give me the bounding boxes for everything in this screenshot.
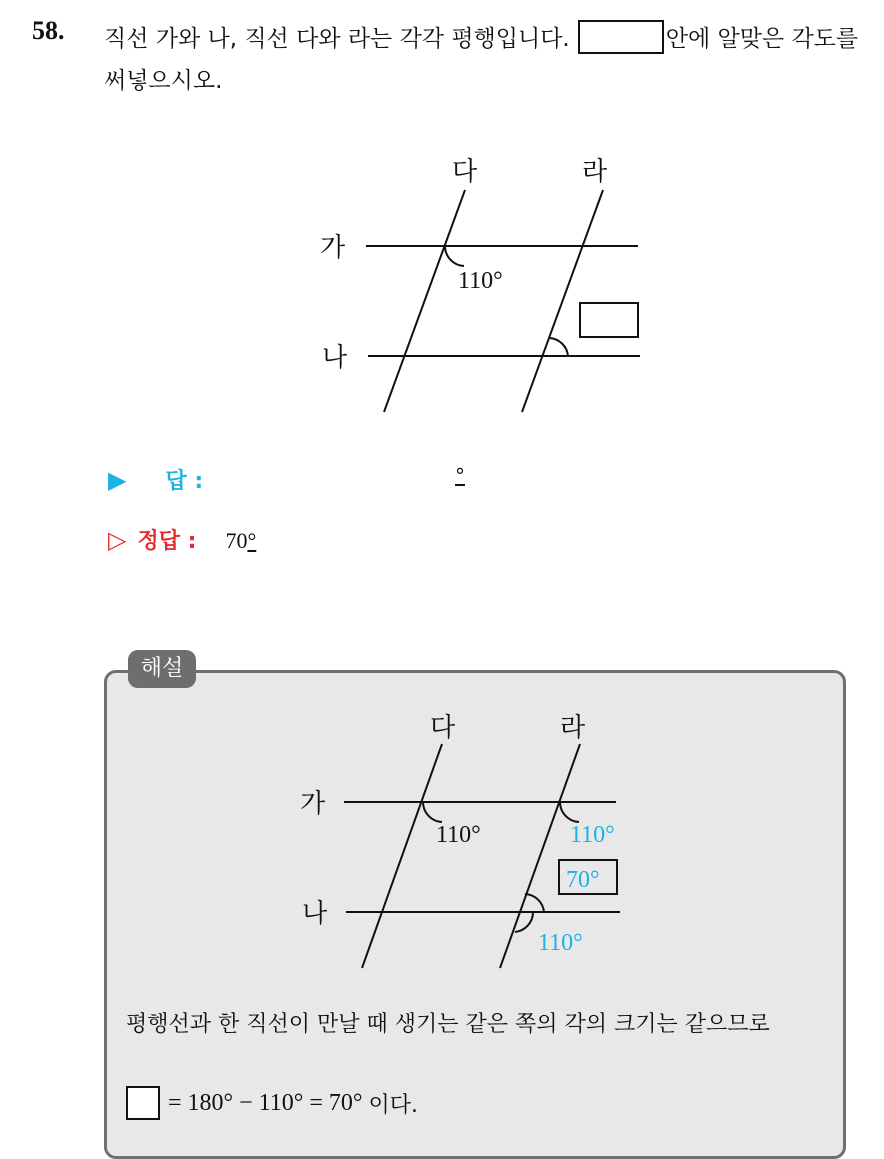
correct-arrow-icon: ▷ (108, 526, 127, 554)
formula-blank-box (126, 1086, 160, 1120)
solution-explanation: 평행선과 한 직선이 만날 때 생기는 같은 쪽의 각의 크기는 같으므로 (126, 1012, 770, 1037)
sol-angle-blue-bottom: 110° (538, 930, 583, 956)
solution-tab: 해설 (128, 650, 196, 688)
question-text-part2: 안에 알맞은 각도를 써넣으시오. (104, 26, 859, 94)
correct-value (225, 528, 256, 553)
label-ra: 라 (582, 157, 608, 187)
angle-arc-unknown (550, 338, 568, 356)
label-da: 다 (452, 157, 478, 187)
answer-unit: ° (455, 464, 465, 488)
sol-arc-ra-top (560, 802, 579, 822)
correct-answer-row (108, 524, 256, 555)
sol-label-ra: 라 (560, 713, 586, 743)
label-na: 나 (322, 343, 348, 373)
sol-label-na: 나 (302, 899, 328, 929)
label-ga: 가 (320, 233, 346, 263)
sol-label-ga: 가 (300, 789, 326, 819)
answer-row (108, 464, 508, 495)
correct-number: 70 (225, 528, 248, 553)
sol-line-da (362, 744, 442, 968)
sol-label-da: 다 (430, 713, 456, 743)
line-da (384, 190, 465, 412)
sol-angle-black: 110° (436, 822, 481, 848)
question-text (104, 18, 874, 102)
sol-angle-blue-top: 110° (570, 822, 615, 848)
sol-boxed-answer: 70° (566, 867, 600, 893)
parallel-lines-figure (300, 140, 660, 430)
question-number: 58. (32, 16, 65, 45)
sol-arc-da (423, 802, 442, 822)
answer-label: 답 : (165, 469, 204, 494)
solution-formula (126, 1086, 418, 1120)
question-text-part1: 직선 가와 나, 직선 다와 라는 각각 평행입니다. (104, 26, 570, 52)
correct-unit: ° (247, 528, 257, 553)
unknown-angle-box (580, 303, 638, 337)
line-ra (522, 190, 603, 412)
answer-blank-box (578, 20, 664, 54)
formula-tail: 이다. (368, 1092, 419, 1118)
sol-arc-ra-bottom (515, 912, 533, 932)
angle-110-label: 110° (458, 268, 503, 294)
formula-expression: = 180° − 110° = 70° (168, 1089, 363, 1116)
solution-figure (280, 700, 660, 990)
answer-arrow-icon: ▶ (108, 466, 127, 494)
angle-arc-110 (445, 246, 464, 266)
correct-label: 정답 : (137, 529, 197, 554)
sol-arc-ra-mid (525, 894, 544, 912)
